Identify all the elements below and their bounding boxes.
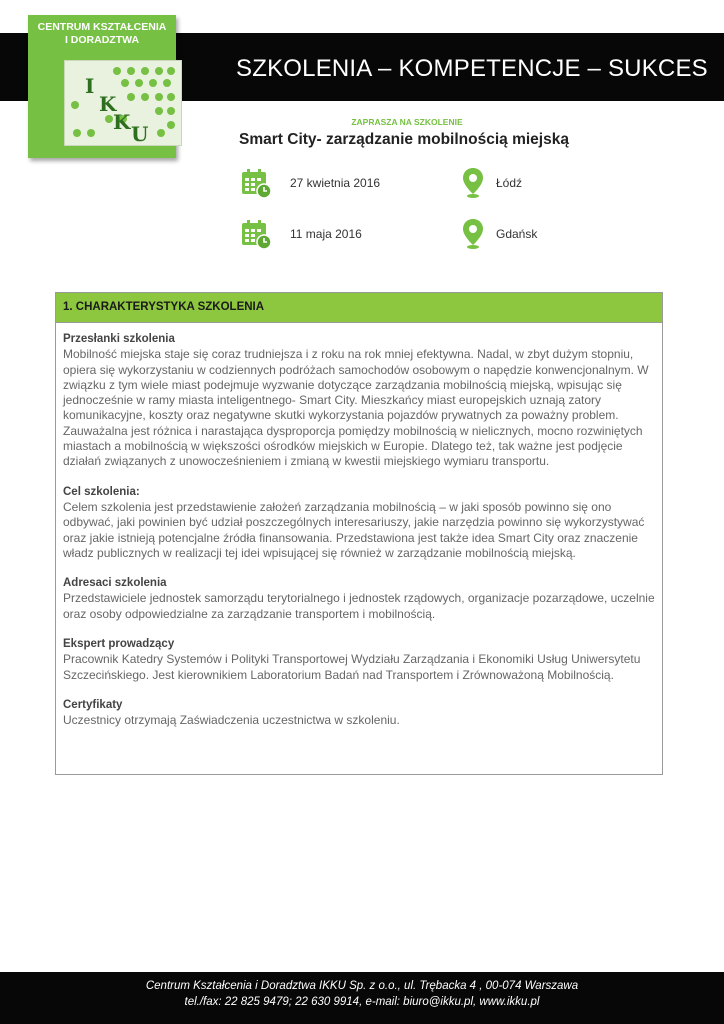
event-row [240,218,560,252]
event-date: 27 kwietnia 2016 [290,176,381,190]
block-heading: Cel szkolenia: [63,485,140,498]
block-heading: Przesłanki szkolenia [63,333,175,345]
block-text: Pracownik Katedry Systemów i Polityki Transportowej Wydziału Zarządzania i Ekonomiki Usług Uniwersytetu Szczecińskiego. Jest kierownikiem Laboratorium Badań nad Transportem i Zrównoważoną Mobilnością. [63,652,641,682]
training-title: Smart City- zarządzanie mobilnością miejską [239,131,569,148]
footer-address: Centrum Kształcenia i Doradztwa IKKU Sp. z o.o., ul. Trębacka 4 , 00-074 Warszawa [145,980,579,992]
section-block [63,485,655,561]
logo-letter-k2: K [113,110,131,134]
event-city: Łódź [496,176,523,190]
footer [0,972,724,1024]
section-body [63,332,655,744]
calendar-icon [240,167,272,199]
section-header [56,293,662,323]
event-city: Gdańsk [496,227,538,241]
block-text: Uczestnicy otrzymają Zaświadczenia uczestnictwa w szkoleniu. [63,713,400,728]
event-date: 11 maja 2016 [290,227,362,241]
section-block [63,637,655,683]
location-pin-icon [462,167,484,199]
logo-text-line1: CENTRUM KSZTAŁCENIA [37,21,167,33]
section-block [63,576,655,622]
logo-text [28,21,176,47]
training-characteristics-section [55,292,663,775]
logo-letter-k1: K [99,92,117,116]
section-heading: 1. CHARAKTERYSTYKA SZKOLENIA [63,301,265,313]
event-row [240,167,560,201]
block-heading: Certyfikaty [63,698,123,711]
logo-letter-u: U [131,122,149,145]
block-text: Przedstawiciele jednostek samorządu terytorialnego i jednostek rządowych, organizacje pozarządowe, uczelnie oraz osoby odpowiedzialne za zarządzanie transportem i mobilnością. [63,591,655,621]
block-text: Celem szkolenia jest przedstawienie założeń zarządzania mobilnością – w jaki sposób powinno się ono odbywać, jaki powinien być udział poszczególnych interesariuszy, jakie narzędzia powinno się wykorzystywać oraz jakie istnieją potencjalne źródła finansowania. Przedstawiona jest także idea Smart City oraz znaczenie władz publicznych w realizacji tej idei wpisującej się również w zarządzanie mobilnością miejską. [63,499,645,560]
section-block [63,332,655,470]
location-pin-icon [462,218,484,250]
block-heading: Adresaci szkolenia [63,577,167,590]
logo-letter-i: I [85,74,95,98]
section-block [63,698,655,729]
logo-text-line2: I DORADZTWA [64,34,140,46]
footer-contact: tel./fax: 22 825 9479; 22 630 9914, e-mail: biuro@ikku.pl, www.ikku.pl [184,996,540,1008]
block-heading: Ekspert prowadzący [63,638,175,651]
banner-title: SZKOLENIA – KOMPETENCJE – SUKCES [236,55,708,82]
block-text: Mobilność miejska staje się coraz trudniejsza i z roku na rok mniej efektywna. Nadal, w zbyt dużym stopniu, opiera się wykorzystaniu w codziennych podróżach samochodów osobowym o napędzie konwencjonalnym. W związku z tym wiele miast podejmuje wyzwanie dotyczące zarządzania mobilnością miejską, wpisując się jednocześnie w ramy miasta inteligentnego- Smart City. Mieszkańcy miast europejskich uznają zatory komunikacyjne, koszty oraz negatywne skutki wykorzystania pojazdów prywatnych za poważny problem. Zauważalna jest różnica i narastająca dysproporcja pomiędzy mobilnością w nielicznych, mocno rozwiniętych miastach a mobilnością w większości ośrodków miejskich w Europie. Dlatego też, tak ważne jest podjęcie działań związanych z unowocześnieniem i zmianą w kwestii miejskiego wymiaru transportu. [63,347,649,469]
invite-kicker: ZAPRASZA NA SZKOLENIE [351,117,463,127]
calendar-icon [240,218,272,250]
